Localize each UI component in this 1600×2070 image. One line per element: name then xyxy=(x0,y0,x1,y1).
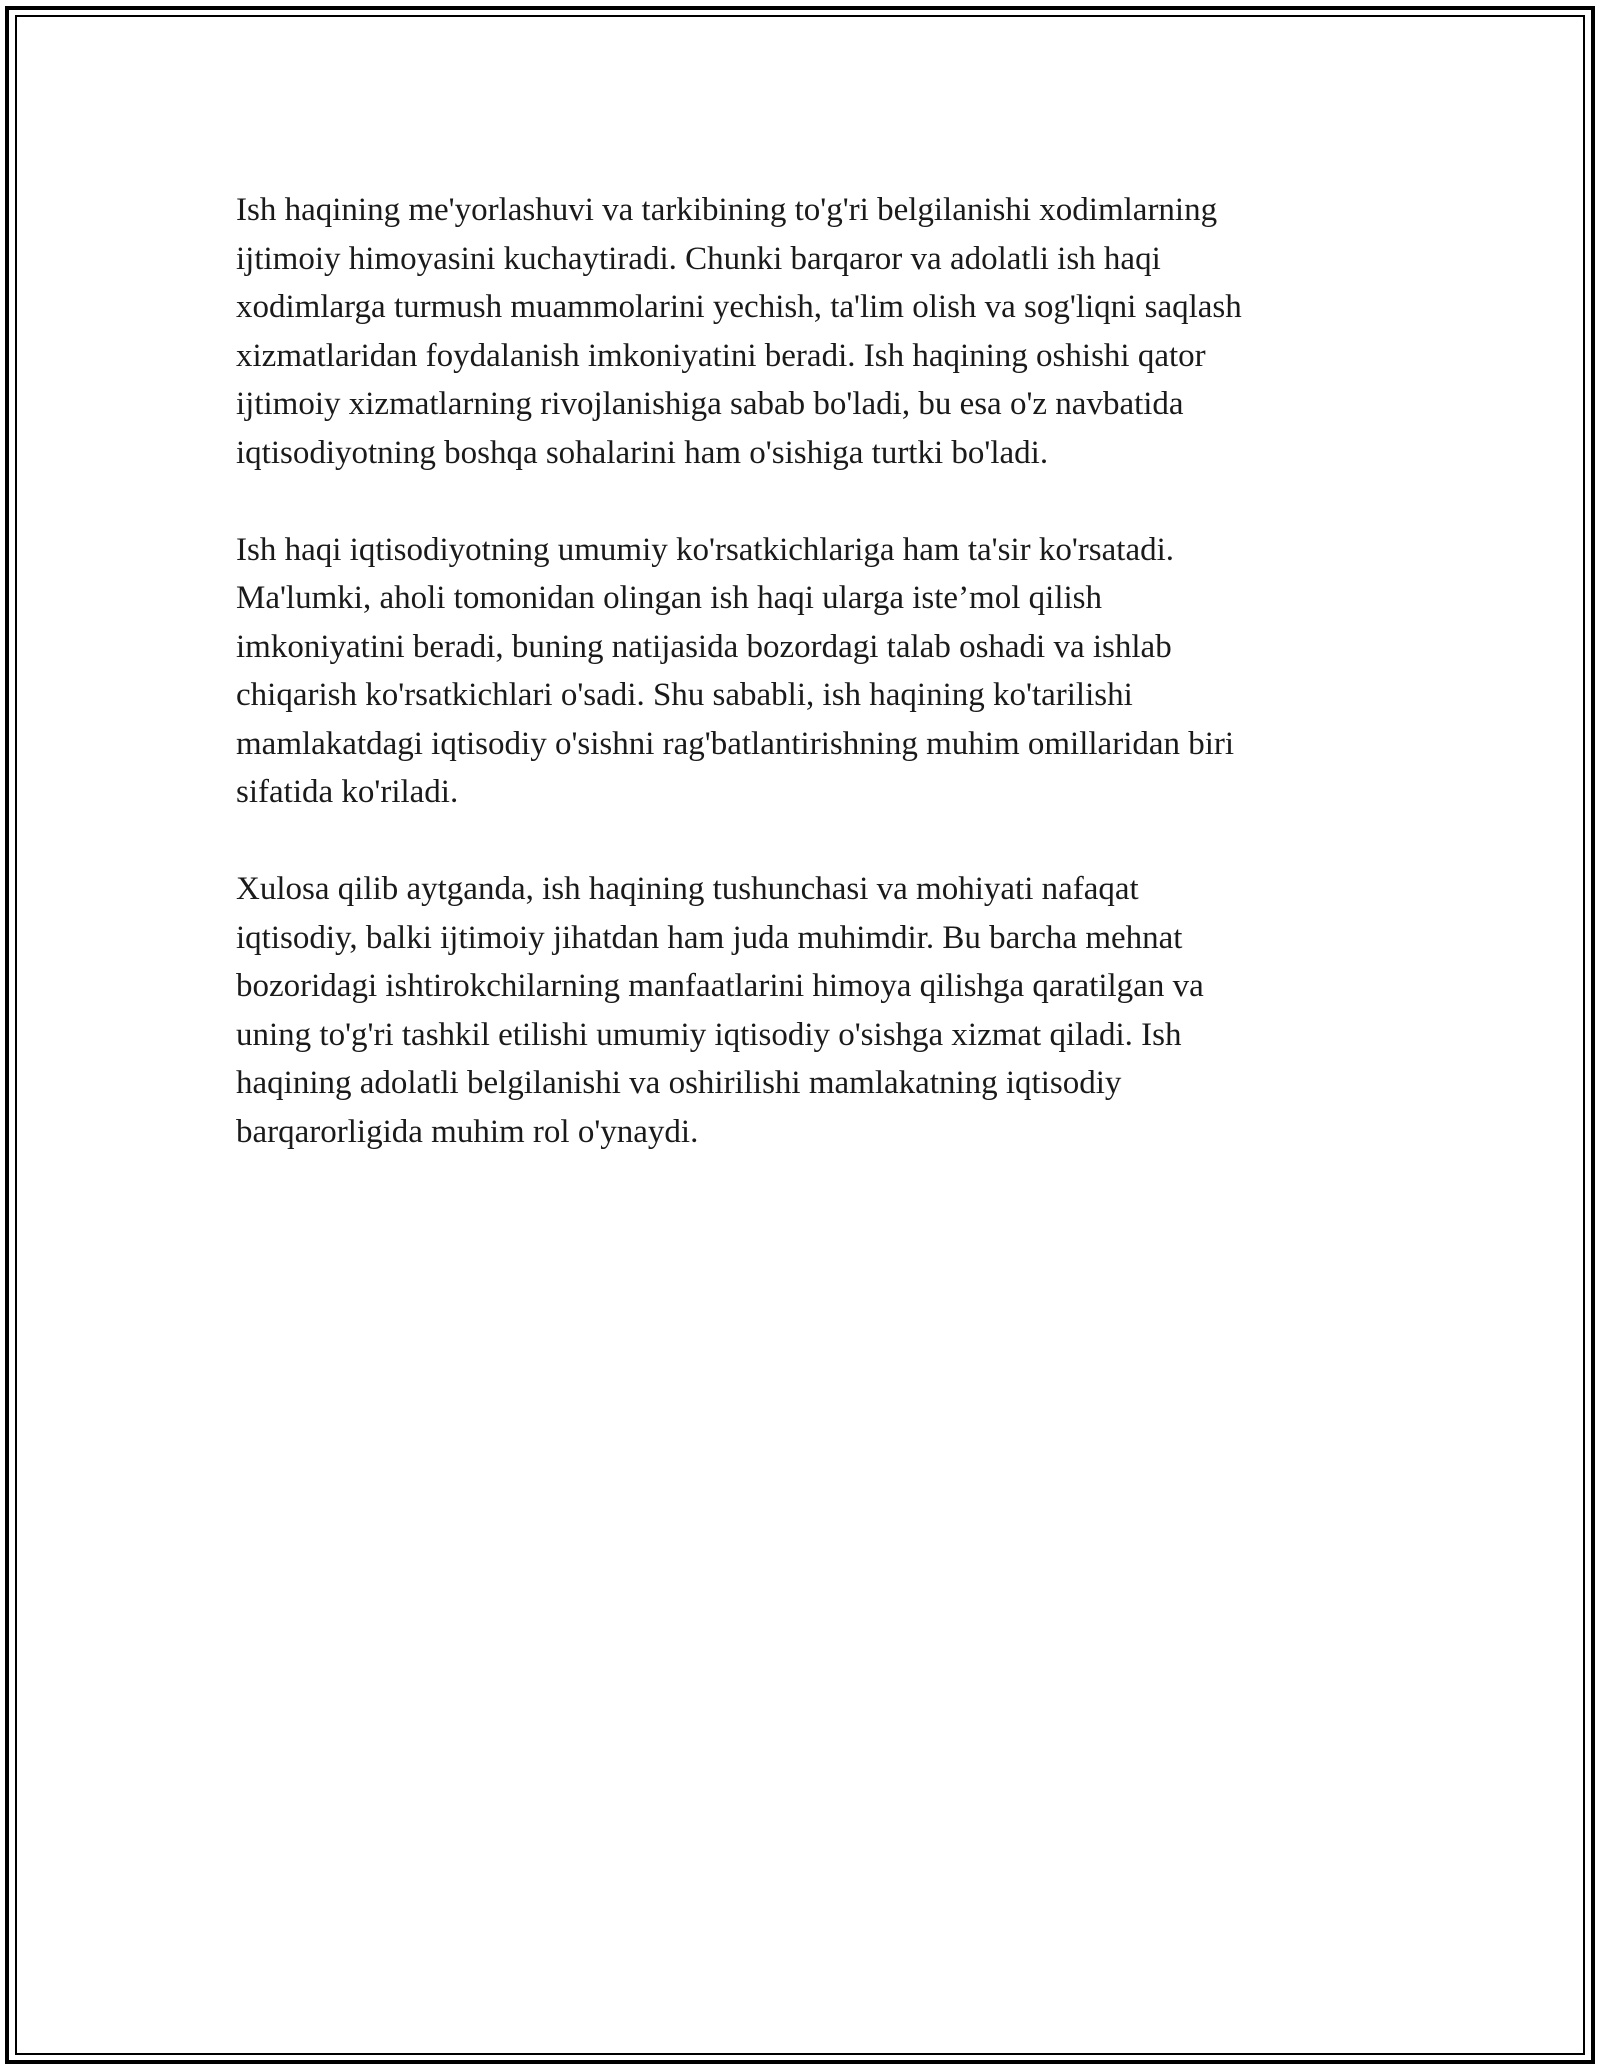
paragraph-3 xyxy=(236,865,1376,1156)
text-line: ijtimoiy himoyasini kuchaytiradi. Chunki barqaror va adolatli ish haqi xyxy=(236,240,1161,277)
text-line: Xulosa qilib aytganda, ish haqining tushunchasi va mohiyati nafaqat xyxy=(236,871,1139,907)
text-line: iqtisodiyotning boshqa sohalarini ham o'sishiga turtki bo'ladi. xyxy=(236,434,1049,471)
text-line: haqining adolatli belgilanishi va oshirilishi mamlakatning iqtisodiy xyxy=(236,1065,1122,1101)
text-line: xodimlarga turmush muammolarini yechish, ta'lim olish va sog'liqni saqlash xyxy=(236,289,1242,325)
text-line: ijtimoiy xizmatlarning rivojlanishiga sabab bo'ladi, bu esa o'z navbatida xyxy=(236,386,1184,422)
text-line: barqarorligida muhim rol o'ynaydi. xyxy=(236,1113,699,1150)
text-line: Ish haqi iqtisodiyotning umumiy ko'rsatkichlariga ham ta'sir ko'rsatadi. xyxy=(236,531,1175,568)
text-line: iqtisodiy, balki ijtimoiy jihatdan ham juda muhimdir. Bu barcha mehnat xyxy=(236,919,1183,956)
text-line: uning to'g'ri tashkil etilishi umumiy iqtisodiy o'sishga xizmat qiladi. Ish xyxy=(236,1016,1182,1053)
text-line: Ma'lumki, aholi tomonidan olingan ish haqi ularga iste’mol qilish xyxy=(236,580,1102,616)
text-line: mamlakatdagi iqtisodiy o'sishni rag'batlantirishning muhim omillaridan biri xyxy=(236,725,1235,762)
paragraph-1 xyxy=(236,186,1376,477)
paragraph-2 xyxy=(236,526,1376,817)
text-line: imkoniyatini beradi, buning natijasida bozordagi talab oshadi va ishlab xyxy=(236,628,1172,665)
document-body xyxy=(236,186,1376,1205)
text-line: chiqarish ko'rsatkichlari o'sadi. Shu sababli, ish haqining ko'tarilishi xyxy=(236,677,1133,713)
text-line: sifatida ko'riladi. xyxy=(236,774,459,810)
text-line: Ish haqining me'yorlashuvi va tarkibining to'g'ri belgilanishi xodimlarning xyxy=(236,192,1218,228)
text-line: xizmatlaridan foydalanish imkoniyatini beradi. Ish haqining oshishi qator xyxy=(236,337,1206,374)
text-line: bozoridagi ishtirokchilarning manfaatlarini himoya qilishga qaratilgan va xyxy=(236,968,1204,1004)
